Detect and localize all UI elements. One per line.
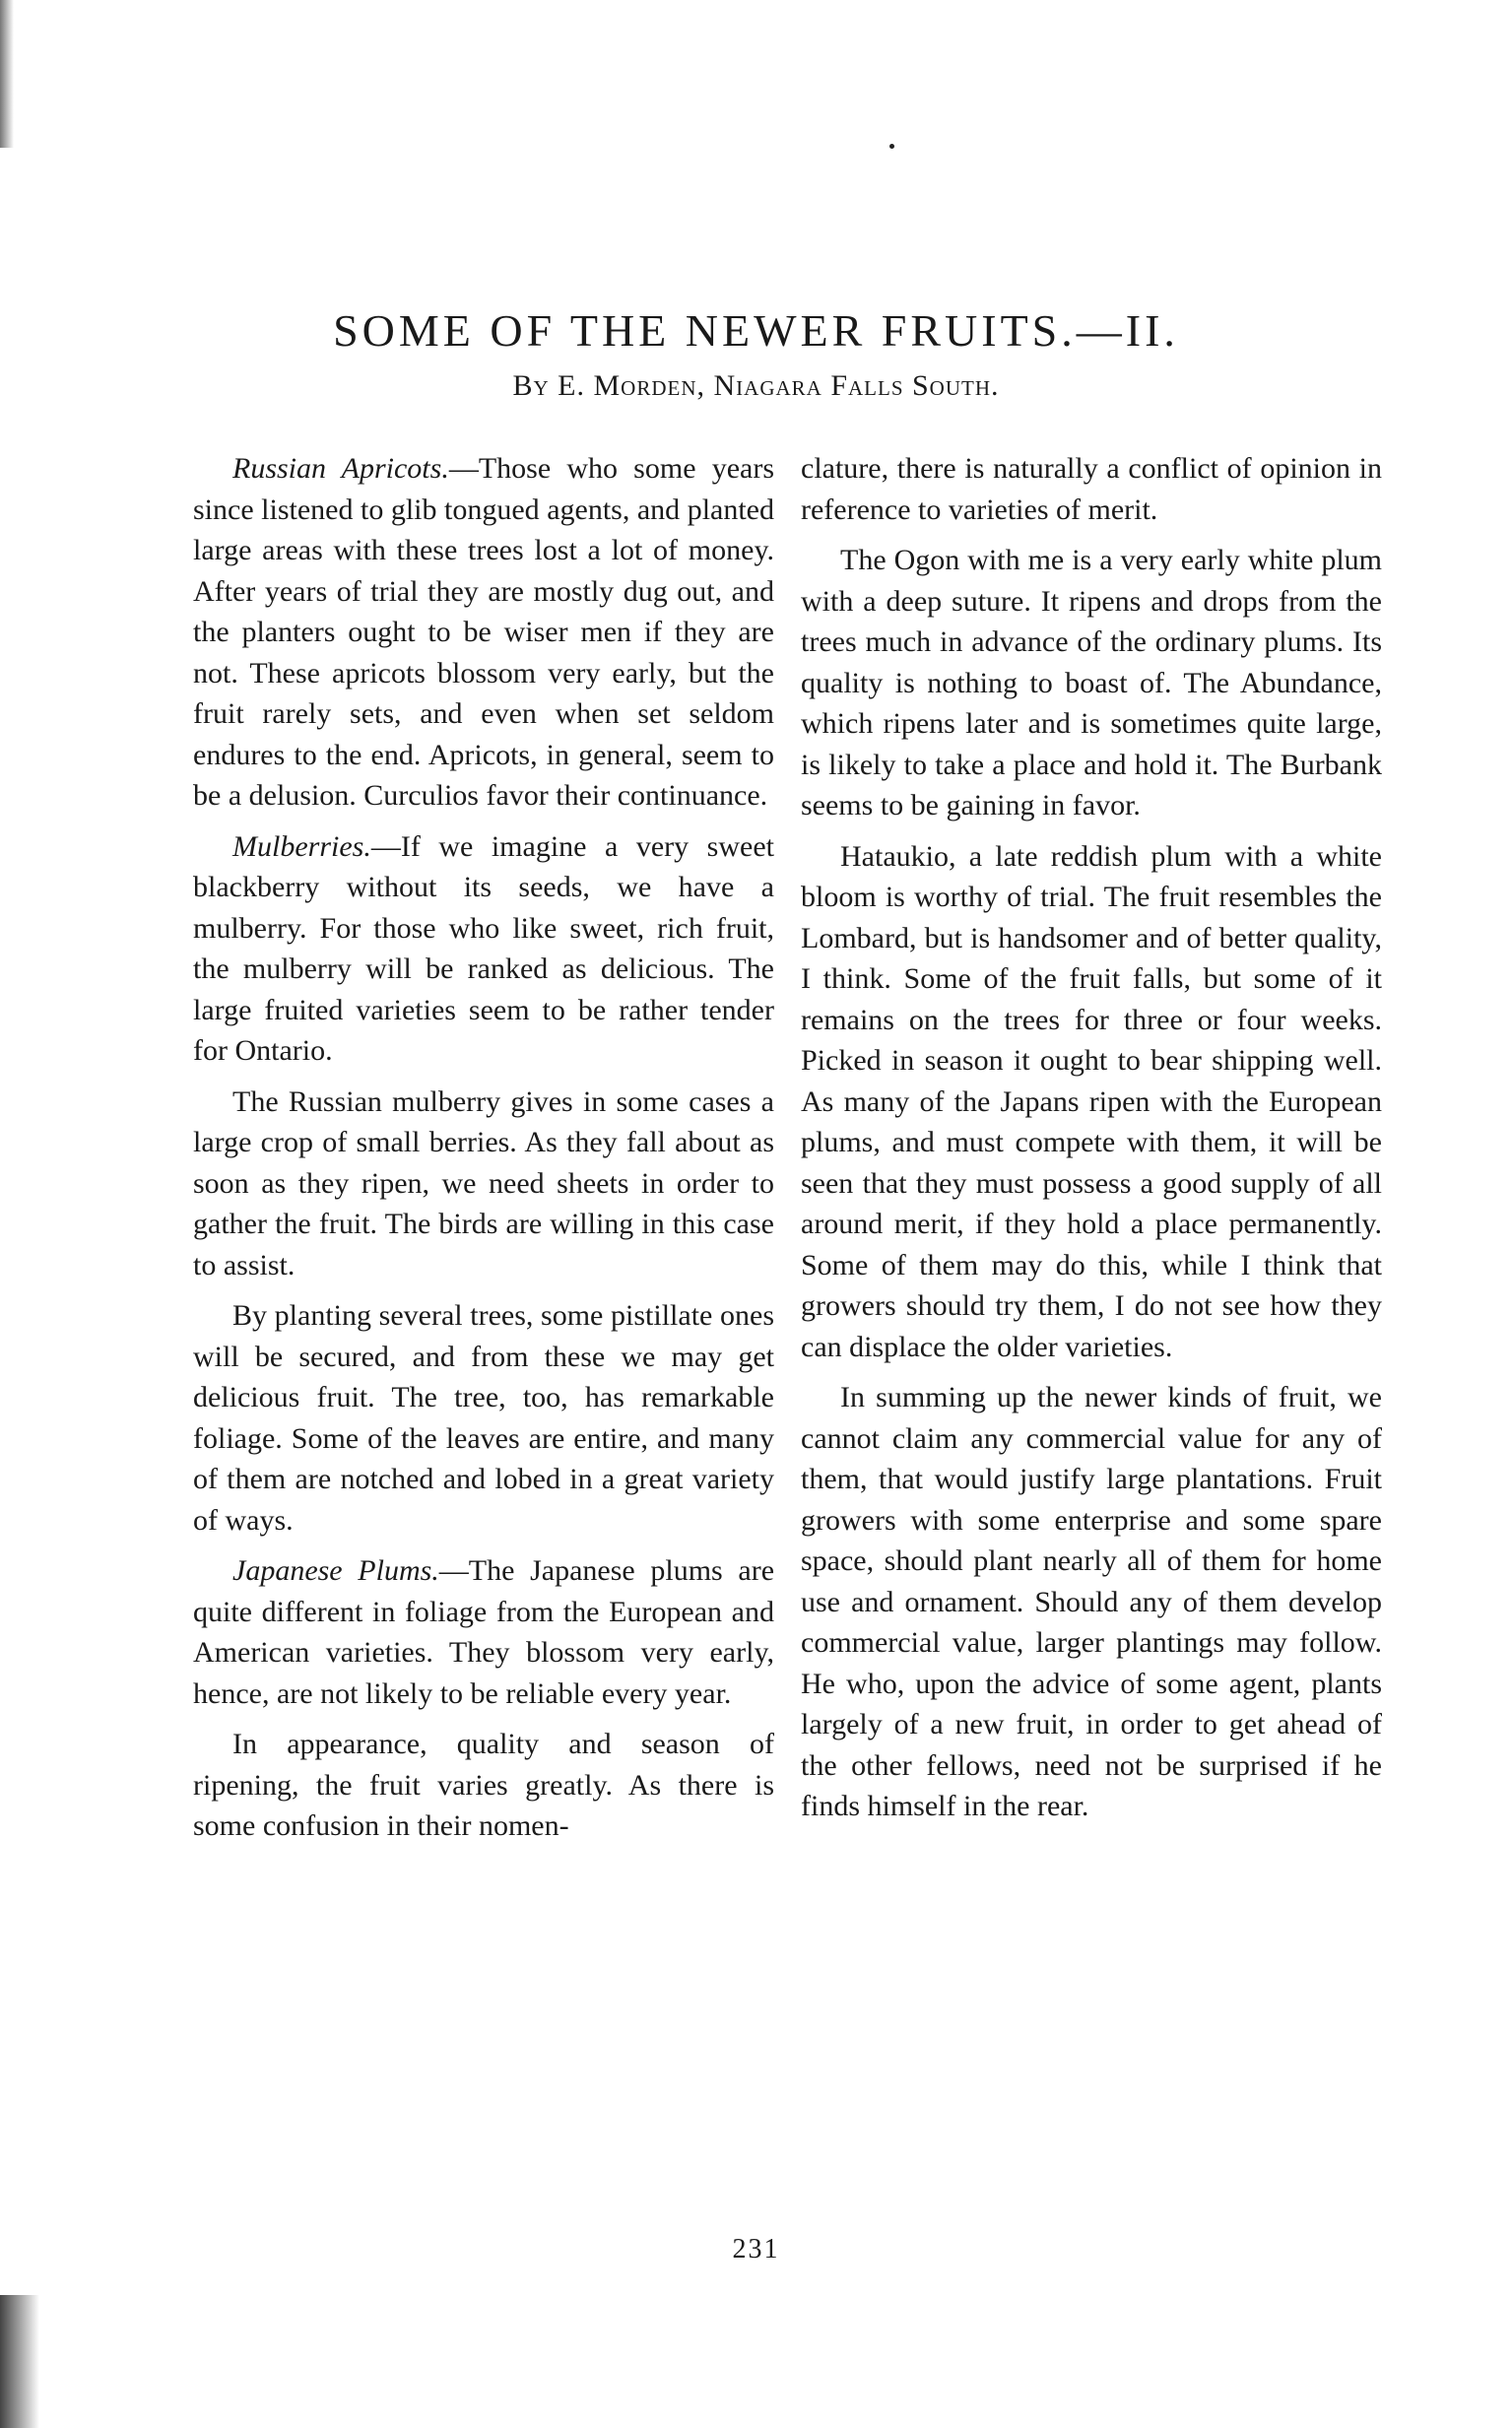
left-column (193, 448, 774, 1857)
scan-edge-mark-bottom (0, 2295, 39, 2428)
right-column (801, 448, 1382, 1837)
paragraph-text: —If we imagine a very sweet blackberry without its seeds, we have a mulberry. For those who like sweet, rich fruit, the mulberry will be ranked as delicious. The large fruited varieties seem to be rather tender for Ontario. (193, 829, 774, 1067)
article-title: SOME OF THE NEWER FRUITS.—II. (333, 304, 1179, 356)
paragraph-lead: Mulberries. (232, 829, 371, 863)
paragraph-lead: Russian Apricots. (232, 452, 449, 485)
page-number: 231 (732, 2234, 780, 2264)
paragraph-appearance: In appearance, quality and season of ripening, the fruit varies greatly. As there is some confusion in their nomen- (193, 1728, 774, 1842)
paragraph-russian-mulberry: The Russian mulberry gives in some cases a large crop of small berries. As they fall about as soon as they ripen, we need sheets in order to gather the fruit. The birds are willing in this case to assist. (193, 1084, 774, 1281)
paragraph-text: —Those who some years since listened to glib tongued agents, and planted large areas with these trees lost a lot of money. After years of trial they are mostly dug out, and the planters ought to be wiser men if they are not. These apricots blossom very early, but the fruit rarely sets, and even when set seldom endures to the end. Apricots, in general, seem to be a delusion. Curculios favor their continuance. (193, 452, 774, 812)
paragraph-lead: Japanese Plums. (232, 1554, 439, 1587)
paragraph-continuation: clature, there is naturally a conflict of opinion in reference to varieties of merit. (801, 452, 1382, 526)
paragraph-russian-apricots (193, 448, 774, 817)
paragraph-japanese-plums (193, 1550, 774, 1714)
paragraph-text: —The Japanese plums are quite different in foliage from the European and American varieties. They blossom very early, hence, are not likely to be reliable every year. (193, 1554, 775, 1710)
paragraph-mulberries (193, 826, 774, 1072)
paragraph-ogon: The Ogon with me is a very early white plum with a deep suture. It ripens and drops from the trees much in advance of the ordinary plums. Its quality is nothing to boast of. The Abundance, which ripens later and is sometimes quite large, is likely to take a place and hold it. The Burbank seems to be gaining in favor. (801, 544, 1382, 821)
paragraph-summing-up: In summing up the newer kinds of fruit, we cannot claim any commercial value for any of them, that would justify large plantations. Fruit growers with some enterprise and some spare space, should plant nearly all of them for home use and ornament. Should any of them develop commercial value, larger plantings may follow. He who, upon the advice of some agent, plants largely of a new fruit, in order to get ahead of the other fellows, need not be surprised if he finds himself in the rear. (801, 1381, 1382, 1822)
scan-edge-mark-top (0, 0, 14, 148)
paragraph-hataukio: Hataukio, a late reddish plum with a white bloom is worthy of trial. The fruit resembles the Lombard, but is handsomer and of better quality, I think. Some of the fruit falls, but some of it remains on the trees for three or four weeks. Picked in season it ought to bear shipping well. As many of the Japans ripen with the European plums, and must compete with them, it will be seen that they must possess a good supply of all around merit, if they hold a place permanently. Some of them may do this, while I think that growers should try them, I do not see how they can displace the older varieties. (801, 839, 1382, 1363)
article-byline: By E. Morden, Niagara Falls South. (512, 369, 1000, 402)
ink-speck (889, 144, 894, 149)
paragraph-planting-trees: By planting several trees, some pistillate ones will be secured, and from these we may get delicious fruit. The tree, too, has remarkable foliage. Some of the leaves are entire, and many of them are notched and lobed in a great variety of ways. (193, 1299, 774, 1537)
